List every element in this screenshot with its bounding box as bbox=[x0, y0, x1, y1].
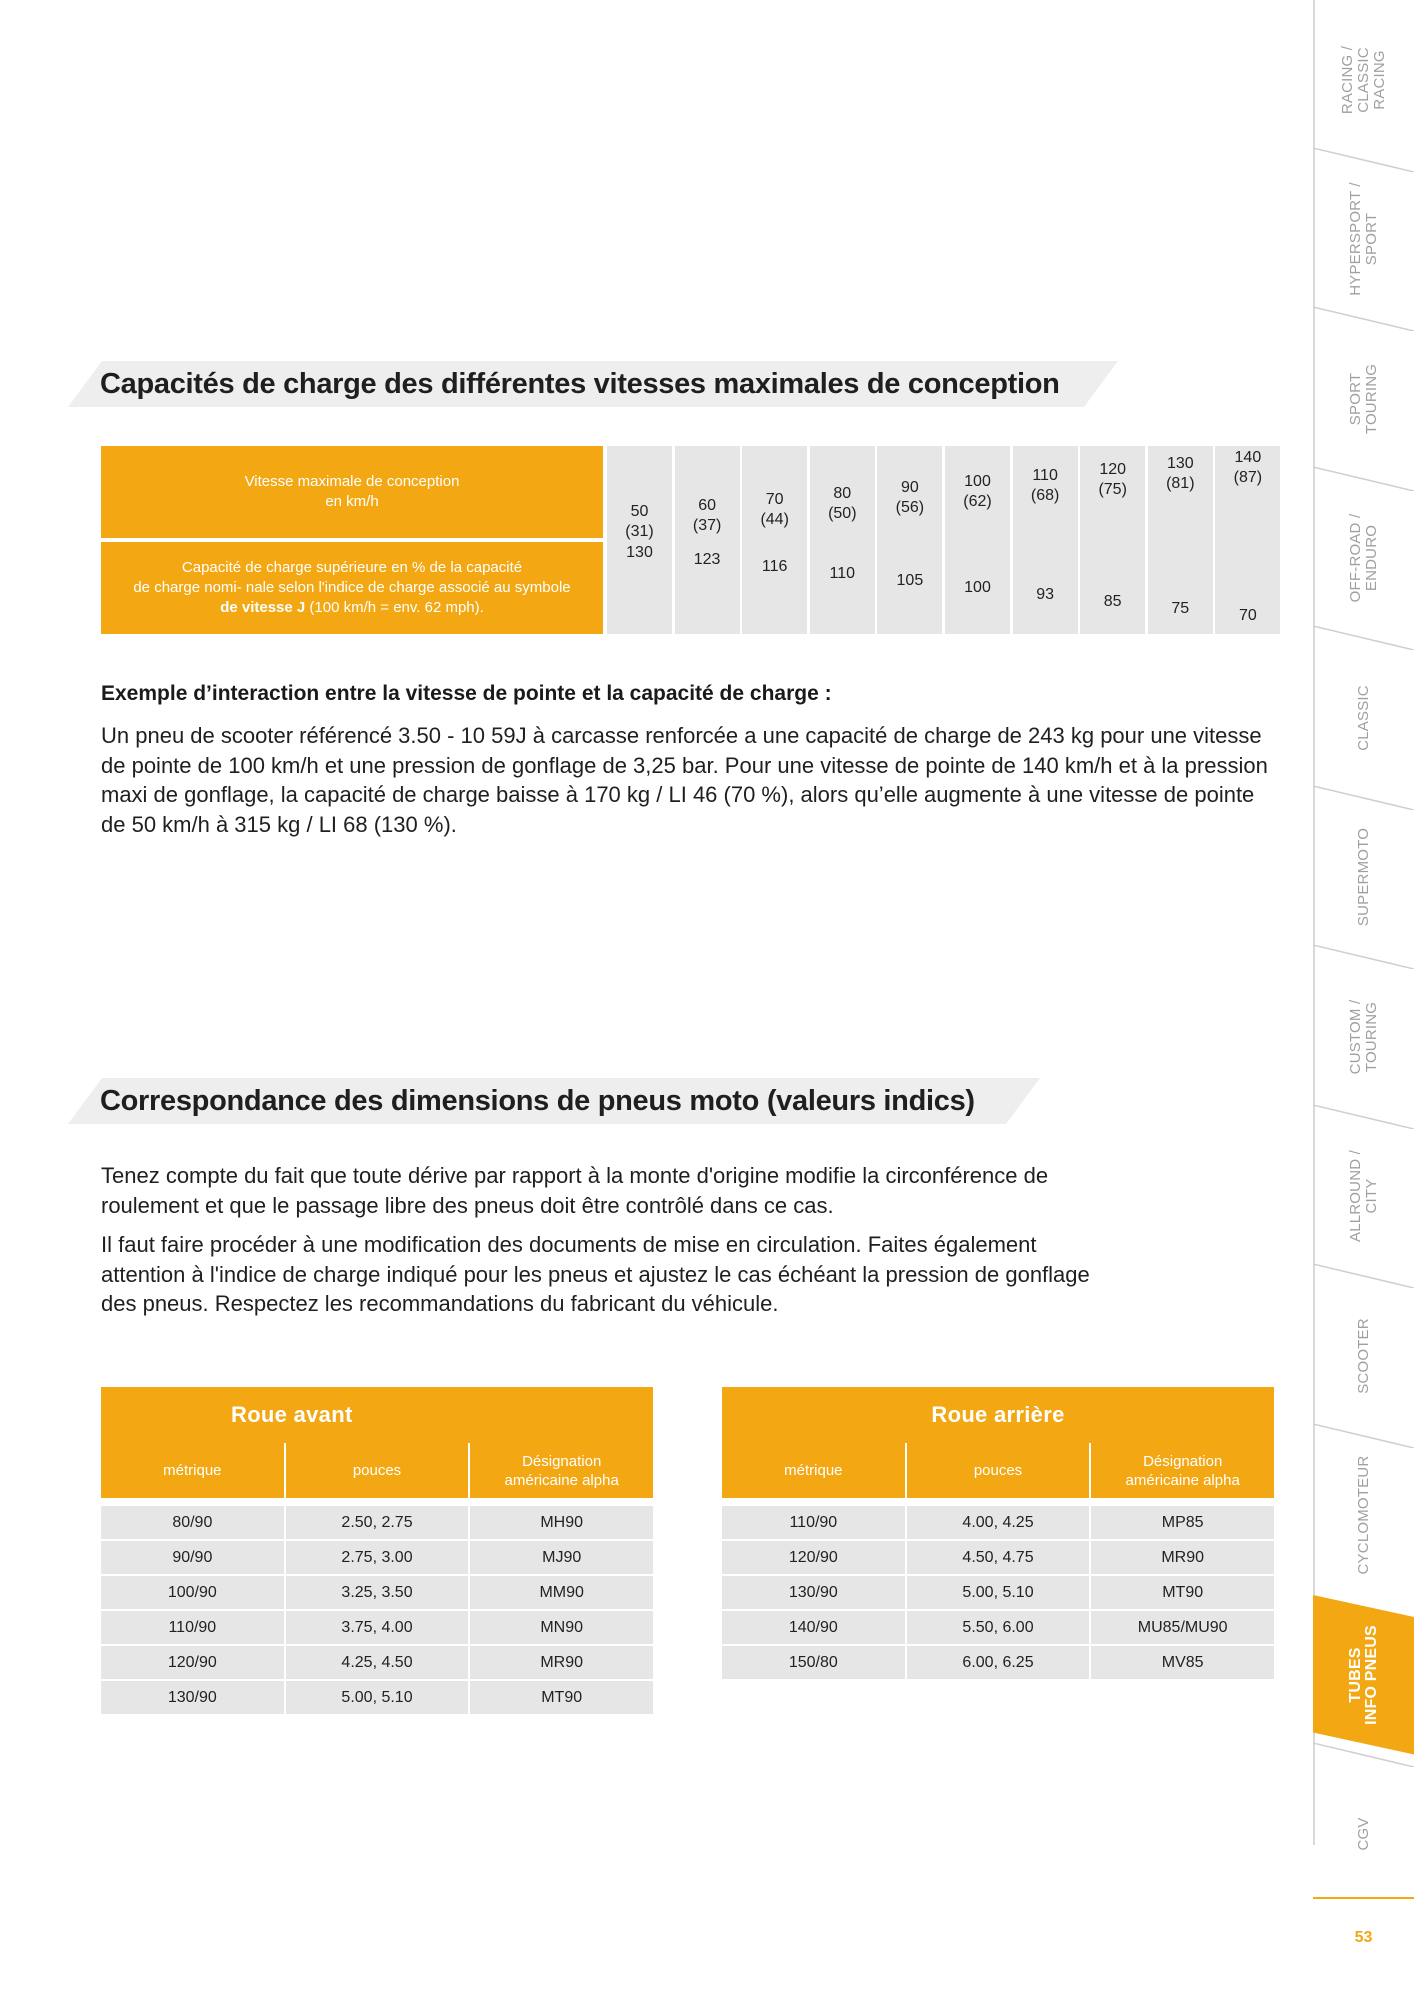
col-label: métrique bbox=[784, 1462, 843, 1479]
capacity-percent: 70 bbox=[1238, 607, 1257, 624]
capacity-header-line bbox=[101, 598, 603, 618]
tab-label-line: OFF-ROAD / bbox=[1346, 513, 1364, 603]
col-label: pouces bbox=[352, 1462, 402, 1479]
table-row bbox=[101, 1681, 653, 1714]
table-header bbox=[722, 1443, 1274, 1498]
col-header-alpha bbox=[468, 1443, 653, 1498]
speed-mph: (62) bbox=[963, 493, 992, 510]
metric-cell: 110/90 bbox=[722, 1506, 905, 1539]
front-wheel-table bbox=[101, 1387, 653, 1714]
conversion-note: (100 km/h = env. 62 mph). bbox=[305, 599, 484, 616]
alpha-cell: MM90 bbox=[468, 1576, 653, 1609]
sidebar-tab-label bbox=[1348, 364, 1380, 434]
tab-divider bbox=[1313, 626, 1414, 650]
tab-divider bbox=[1313, 786, 1414, 810]
capacity-percent: 75 bbox=[1171, 600, 1190, 617]
sidebar-tab[interactable] bbox=[1313, 479, 1414, 639]
alpha-cell: MH90 bbox=[468, 1506, 653, 1539]
speed-kmh: 100 bbox=[964, 473, 991, 490]
tab-label-line: CLASSIC bbox=[1354, 46, 1372, 113]
sidebar-tab-label bbox=[1356, 1818, 1372, 1851]
table-row bbox=[101, 1506, 653, 1539]
metric-cell: 110/90 bbox=[101, 1611, 284, 1644]
metric-cell: 150/80 bbox=[722, 1646, 905, 1679]
speed-mph: (44) bbox=[760, 511, 789, 528]
sidebar-tab-label bbox=[1356, 1318, 1372, 1394]
tab-label-line: CGV bbox=[1354, 1817, 1372, 1851]
capacity-percent: 123 bbox=[693, 551, 721, 568]
metric-cell: 90/90 bbox=[101, 1541, 284, 1574]
capacity-percent: 105 bbox=[896, 572, 924, 589]
alpha-cell: MT90 bbox=[1089, 1576, 1274, 1609]
inches-cell: 4.00, 4.25 bbox=[905, 1506, 1090, 1539]
table-row bbox=[722, 1646, 1274, 1679]
metric-cell: 130/90 bbox=[722, 1576, 905, 1609]
speed-column bbox=[877, 446, 942, 634]
page-number: 53 bbox=[1354, 1929, 1373, 1946]
col-label: Désignation bbox=[1143, 1452, 1223, 1470]
speed-value bbox=[1215, 448, 1280, 488]
sidebar-tab[interactable] bbox=[1313, 160, 1414, 320]
speed-value bbox=[810, 484, 875, 524]
capacity-header-cell bbox=[101, 542, 603, 634]
col-label: américaine alpha bbox=[1125, 1471, 1240, 1489]
inches-cell: 4.50, 4.75 bbox=[905, 1541, 1090, 1574]
tab-label-line: SCOOTER bbox=[1354, 1317, 1372, 1394]
capacity-percent: 130 bbox=[626, 544, 653, 561]
metric-cell: 120/90 bbox=[101, 1646, 284, 1679]
metric-cell: 130/90 bbox=[101, 1681, 284, 1714]
example-paragraph: Un pneu de scooter référencé 3.50 - 10 59J à carcasse renforcée a une capacité de charge de 243 kg pour une vitesse de pointe de 100 km/h et une pression de gonflage de 3,25 bar. Pour une vitesse de pointe de 140 km/h et à la pression maxi de gonflage, la capacité de charge baisse à 170 kg / LI 46 (70 %), alors qu’elle augmente à une vitesse de pointe de 50 km/h à 315 kg / LI 68 (130 %). bbox=[101, 723, 1268, 837]
tyre-note-paragraph-1: Tenez compte du fait que toute dérive par rapport à la monte d'origine modifie la circonférence de roulement et que le passage libre des pneus doit être contrôlé dans ce cas. bbox=[101, 1163, 1049, 1218]
inches-cell: 2.75, 3.00 bbox=[284, 1541, 469, 1574]
inches-cell: 4.25, 4.50 bbox=[284, 1646, 469, 1679]
col-label: Désignation bbox=[522, 1452, 602, 1470]
metric-cell: 120/90 bbox=[722, 1541, 905, 1574]
sidebar-tab[interactable] bbox=[1313, 0, 1414, 160]
inches-cell: 3.75, 4.00 bbox=[284, 1611, 469, 1644]
sidebar-tab[interactable] bbox=[1313, 1117, 1414, 1277]
sidebar-tab-label bbox=[1348, 1150, 1380, 1242]
col-label: pouces bbox=[973, 1462, 1023, 1479]
tab-label-line: RACING bbox=[1370, 49, 1388, 110]
sidebar-tab[interactable] bbox=[1313, 638, 1414, 798]
capacity-percent: 116 bbox=[761, 558, 788, 575]
table-row bbox=[101, 1646, 653, 1679]
inches-cell: 6.00, 6.25 bbox=[905, 1646, 1090, 1679]
tab-divider bbox=[1313, 148, 1414, 172]
tab-label-line: SPORT bbox=[1362, 213, 1380, 266]
sidebar-tab[interactable] bbox=[1313, 1755, 1414, 1915]
sidebar-tab[interactable] bbox=[1313, 957, 1414, 1117]
tab-divider bbox=[1313, 1424, 1414, 1448]
speed-header-unit: en km/h bbox=[325, 493, 379, 510]
speed-header-cell bbox=[101, 446, 603, 538]
speed-mph: (37) bbox=[692, 517, 722, 534]
sidebar-tab-label bbox=[1356, 685, 1372, 751]
sidebar-tab-label bbox=[1348, 999, 1380, 1074]
speed-mph: (81) bbox=[1166, 475, 1195, 492]
speed-header-line: Vitesse maximale de conception bbox=[244, 473, 460, 490]
metric-cell: 100/90 bbox=[101, 1576, 284, 1609]
speed-mph: (56) bbox=[895, 499, 925, 516]
sidebar-tab[interactable] bbox=[1313, 1595, 1414, 1755]
col-label: américaine alpha bbox=[504, 1471, 619, 1489]
alpha-cell: MP85 bbox=[1089, 1506, 1274, 1539]
speed-mph: (75) bbox=[1098, 481, 1127, 498]
inches-cell: 5.50, 6.00 bbox=[905, 1611, 1090, 1644]
section-title-load-capacity bbox=[68, 361, 1118, 407]
tab-divider bbox=[1313, 467, 1414, 491]
tab-divider bbox=[1313, 1743, 1414, 1767]
alpha-cell: MR90 bbox=[468, 1646, 653, 1679]
sidebar-tab-label bbox=[1348, 182, 1380, 296]
speed-kmh: 120 bbox=[1099, 461, 1127, 478]
capacity-percent: 110 bbox=[829, 565, 856, 582]
tab-label-line: TOURING bbox=[1362, 1001, 1380, 1072]
rear-wheel-table bbox=[722, 1387, 1274, 1679]
inches-cell: 2.50, 2.75 bbox=[284, 1506, 469, 1539]
tab-label-line: CUSTOM / bbox=[1346, 999, 1364, 1075]
speed-kmh: 80 bbox=[833, 485, 852, 502]
speed-column bbox=[810, 446, 875, 634]
speed-kmh: 50 bbox=[630, 503, 649, 520]
speed-value bbox=[675, 496, 740, 536]
speed-kmh: 90 bbox=[900, 479, 919, 496]
speed-value bbox=[1080, 460, 1145, 500]
inches-cell: 3.25, 3.50 bbox=[284, 1576, 469, 1609]
speed-value bbox=[945, 472, 1010, 512]
sidebar-tab-label bbox=[1348, 1625, 1380, 1725]
tab-label-line: ALLROUND / bbox=[1346, 1150, 1364, 1243]
speed-value bbox=[877, 478, 942, 518]
speed-symbol: de vitesse J bbox=[220, 599, 306, 616]
tab-label-line: TOURING bbox=[1362, 363, 1380, 434]
speed-value bbox=[607, 502, 672, 542]
speed-column bbox=[607, 446, 672, 634]
capacity-header-line: Capacité de charge supérieure en % de la capacité bbox=[181, 559, 523, 576]
speed-value bbox=[742, 490, 807, 530]
tab-divider bbox=[1313, 1105, 1414, 1129]
table-row bbox=[101, 1576, 653, 1609]
tab-label-line: INFO PNEUS bbox=[1362, 1624, 1380, 1725]
table-body bbox=[722, 1506, 1274, 1679]
alpha-cell: MV85 bbox=[1089, 1646, 1274, 1679]
tab-label-line: CLASSIC bbox=[1354, 684, 1372, 751]
alpha-cell: MN90 bbox=[468, 1611, 653, 1644]
chapter-sidebar bbox=[1313, 0, 1414, 2000]
tab-divider bbox=[1313, 307, 1414, 331]
speed-column bbox=[945, 446, 1010, 634]
metric-cell: 80/90 bbox=[101, 1506, 284, 1539]
sidebar-tab[interactable] bbox=[1313, 1276, 1414, 1436]
alpha-cell: MT90 bbox=[468, 1681, 653, 1714]
tab-label-line: SPORT bbox=[1346, 372, 1364, 425]
speed-kmh: 70 bbox=[765, 491, 784, 508]
speed-column bbox=[742, 446, 807, 634]
alpha-cell: MU85/MU90 bbox=[1089, 1611, 1274, 1644]
tab-label-line: ENDURO bbox=[1362, 525, 1380, 592]
speed-column bbox=[1215, 446, 1280, 634]
table-title: Roue avant bbox=[101, 1387, 653, 1443]
inches-cell: 5.00, 5.10 bbox=[284, 1681, 469, 1714]
speed-mph: (50) bbox=[828, 505, 857, 522]
section-heading: Correspondance des dimensions de pneus moto (valeurs indics) bbox=[100, 1085, 975, 1117]
table-body bbox=[101, 1506, 653, 1714]
alpha-cell: MJ90 bbox=[468, 1541, 653, 1574]
tab-label-line: TUBES bbox=[1346, 1647, 1364, 1703]
metric-cell: 140/90 bbox=[722, 1611, 905, 1644]
sidebar-tab-label bbox=[1340, 46, 1388, 114]
tab-label-line: HYPERSPORT / bbox=[1346, 182, 1364, 297]
speed-value bbox=[1148, 454, 1213, 494]
table-row bbox=[722, 1541, 1274, 1574]
table-title: Roue arrière bbox=[722, 1387, 1274, 1443]
alpha-cell: MR90 bbox=[1089, 1541, 1274, 1574]
speed-value bbox=[1013, 466, 1078, 506]
tab-label-line: CYCLOMOTEUR bbox=[1354, 1455, 1372, 1575]
capacity-percent: 85 bbox=[1103, 593, 1122, 610]
table-row bbox=[722, 1576, 1274, 1609]
example-heading: Exemple d’interaction entre la vitesse de pointe et la capacité de charge : bbox=[101, 682, 832, 705]
inches-cell: 5.00, 5.10 bbox=[905, 1576, 1090, 1609]
tab-divider bbox=[1313, 1264, 1414, 1288]
tab-label-line: SUPERMOTO bbox=[1354, 828, 1372, 927]
capacity-header-line: de charge nomi- nale selon l'indice de charge associé au symbole bbox=[133, 579, 571, 596]
speed-kmh: 130 bbox=[1166, 455, 1194, 472]
speed-kmh: 110 bbox=[1032, 467, 1058, 484]
speed-mph: (68) bbox=[1030, 487, 1060, 504]
section-title-tyre-dimensions bbox=[68, 1078, 1040, 1124]
tab-label-line: CITY bbox=[1362, 1178, 1380, 1214]
col-header-metric bbox=[722, 1443, 905, 1498]
table-row bbox=[101, 1541, 653, 1574]
tyre-note-paragraph-2: Il faut faire procéder à une modification des documents de mise en circulation. Faites également attention à l'indice de charge indiqué pour les pneus et ajustez le cas échéant la pression de gonflage des pneus. Respectez les recommandations du fabricant du véhicule. bbox=[101, 1232, 1090, 1316]
col-header-inches bbox=[284, 1443, 469, 1498]
table-header bbox=[101, 1443, 653, 1498]
page-number-box bbox=[1313, 1897, 1414, 1977]
speed-mph: (31) bbox=[625, 523, 654, 540]
sidebar-tab-label bbox=[1356, 1456, 1372, 1575]
speed-column bbox=[1080, 446, 1145, 634]
speed-mph: (87) bbox=[1233, 469, 1263, 486]
col-header-alpha bbox=[1089, 1443, 1274, 1498]
tab-label-line: RACING / bbox=[1338, 45, 1356, 114]
col-header-metric bbox=[101, 1443, 284, 1498]
speed-kmh: 60 bbox=[698, 497, 716, 514]
table-row bbox=[101, 1611, 653, 1644]
speed-column bbox=[1013, 446, 1078, 634]
sidebar-tab-label bbox=[1356, 828, 1372, 926]
col-header-inches bbox=[905, 1443, 1090, 1498]
sidebar-tab[interactable] bbox=[1313, 1436, 1414, 1596]
table-row bbox=[722, 1506, 1274, 1539]
speed-kmh: 140 bbox=[1234, 449, 1262, 466]
section-heading: Capacités de charge des différentes vitesses maximales de conception bbox=[100, 368, 1060, 400]
sidebar-tab-label bbox=[1348, 514, 1380, 603]
speed-column bbox=[675, 446, 740, 634]
sidebar-tab[interactable] bbox=[1313, 319, 1414, 479]
table-row bbox=[722, 1611, 1274, 1644]
col-label: métrique bbox=[163, 1462, 222, 1479]
tab-divider bbox=[1313, 945, 1414, 969]
capacity-percent: 93 bbox=[1036, 586, 1054, 603]
sidebar-tab[interactable] bbox=[1313, 798, 1414, 958]
capacity-percent: 100 bbox=[964, 579, 991, 596]
speed-column bbox=[1148, 446, 1213, 634]
